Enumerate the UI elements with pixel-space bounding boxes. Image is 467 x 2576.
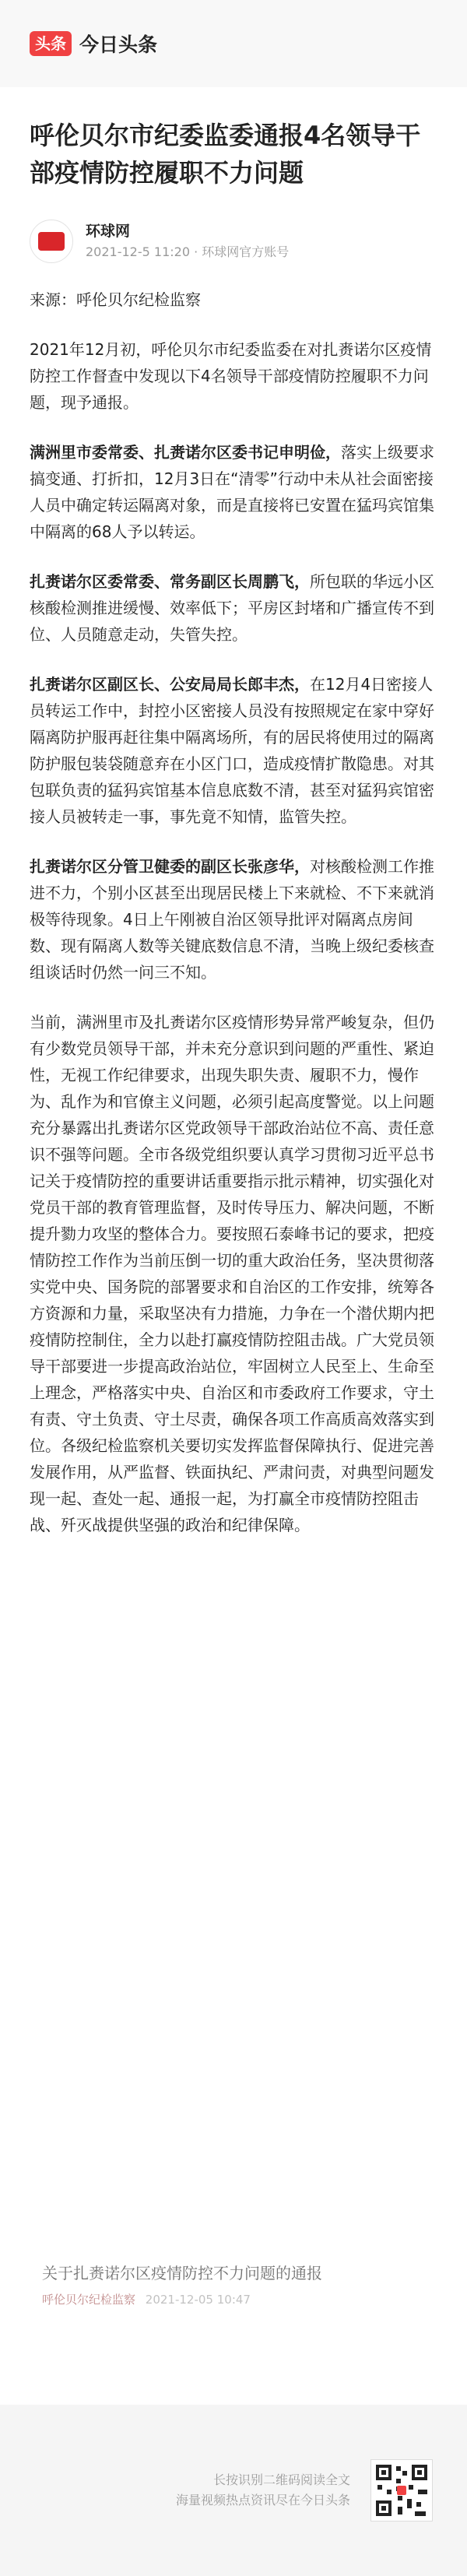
related-article-date: 2021-12-05 10:47	[145, 2293, 251, 2307]
paragraph-lead: 扎赉诺尔区副区长、公安局局长郎丰杰，	[30, 675, 310, 694]
article-title: 呼伦贝尔市纪委监委通报4名领导干部疫情防控履职不力问题	[30, 121, 421, 188]
app-name[interactable]: 今日头条	[79, 33, 158, 56]
paragraph	[30, 286, 437, 313]
qr-code-icon[interactable]	[370, 2459, 433, 2522]
related-article-meta	[42, 2291, 425, 2308]
paragraph-text: 2021年12月初，呼伦贝尔市纪委监委在对扎赉诺尔区疫情防控工作督查中发现以下4名领导干部疫情防控履职不力问题，现予通报。	[30, 340, 432, 412]
footer-line-qr-hint: 长按识别二维码阅读全文	[212, 2472, 350, 2487]
author-name[interactable]: 环球网	[86, 223, 131, 240]
paragraph-lead: 扎赉诺尔区委常委、常务副区长周鹏飞，	[30, 572, 310, 591]
author-row[interactable]	[30, 220, 437, 263]
article	[0, 87, 467, 1538]
paragraph	[30, 1009, 437, 1538]
share-footer	[0, 2405, 467, 2576]
huanqiu-logo-icon	[38, 232, 65, 251]
paragraph-lead: 满洲里市委常委、扎赉诺尔区委书记申明俭，	[30, 443, 341, 462]
paragraph	[30, 336, 437, 416]
paragraph-lead: 扎赉诺尔区分管卫健委的副区长张彦华，	[30, 857, 310, 876]
paragraph	[30, 439, 437, 545]
paragraph-text: 对核酸检测工作推进不力，个别小区甚至出现居民楼上下来就检、不下来就消极等待现象。4日上午刚被自治区领导批评对隔离点房间数、现有隔离人数等关键底数信息不清，当晚上级纪委核查组谈话时仍然一问三不知。	[30, 857, 434, 982]
app-header	[0, 0, 467, 87]
footer-text	[176, 2470, 350, 2511]
toutiao-logo[interactable]: 头条	[30, 31, 72, 56]
footer-line-slogan: 海量视频热点资讯尽在今日头条	[175, 2493, 350, 2507]
paragraph-text: 在12月4日密接人员转运工作中，封控小区密接人员没有按照规定在家中穿好隔离防护服再赶往集中隔离场所，有的居民将使用过的隔离防护服包装袋随意弃在小区门口，造成疫情扩散隐患。对其包联负责的猛犸宾馆基本信息底数不清，甚至对猛犸宾馆密接人员被转走一事，事先竟不知情，监管失控。	[30, 675, 434, 826]
paragraph-text: 落实上级要求搞变通、打折扣，12月3日在“清零”行动中未从社会面密接人员中确定转运隔离对象，而是直接将已安置在猛玛宾馆集中隔离的68人予以转运。	[30, 443, 434, 541]
related-article[interactable]	[42, 2261, 425, 2308]
avatar[interactable]	[30, 220, 73, 263]
paragraph	[30, 853, 437, 986]
related-article-source: 呼伦贝尔纪检监察	[42, 2293, 136, 2307]
related-article-title[interactable]: 关于扎赉诺尔区疫情防控不力问题的通报	[42, 2264, 322, 2283]
article-body	[30, 286, 437, 1538]
paragraph-text: 所包联的华远小区核酸检测推进缓慢、效率低下；平房区封堵和广播宣传不到位、人员随意走动，失管失控。	[30, 572, 434, 644]
author-meta: 2021-12-5 11:20 · 环球网官方账号	[86, 244, 290, 259]
paragraph	[30, 568, 437, 648]
paragraph-text: 来源：呼伦贝尔纪检监察	[30, 290, 201, 309]
paragraph-text: 当前，满洲里市及扎赉诺尔区疫情形势异常严峻复杂，但仍有少数党员领导干部，并未充分意识到问题的严重性、紧迫性，无视工作纪律要求，出现失职失责、履职不力，慢作为、乱作为和官僚主义问题，必须引起高度警觉。以上问题充分暴露出扎赉诺尔区党政领导干部政治站位不高、责任意识不强等问题。全市各级党组织要认真学习贯彻习近平总书记关于疫情防控的重要讲话重要指示批示精神，切实强化对党员干部的教育管理监督，及时传导压力、解决问题，不断提升勠力攻坚的整体合力。要按照石泰峰书记的要求，把疫情防控工作作为当前压倒一切的重大政治任务，坚决贯彻落实党中央、国务院的部署要求和自治区的工作安排，统筹各方资源和力量，采取坚决有力措施，力争在一个潜伏期内把疫情防控制住，全力以赴打赢疫情防控阻击战。广大党员领导干部要进一步提高政治站位，牢固树立人民至上、生命至上理念，严格落实中央、自治区和市委政府工作要求，守土有责、守土负责、守土尽责，确保各项工作高质高效落实到位。各级纪检监察机关要切实发挥监督保障执行、促进完善发展作用，从严监督、铁面执纪、严肃问责，对典型问题发现一起、查处一起、通报一起，为打赢全市疫情防控阻击战、歼灭战提供坚强的政治和纪律保障。	[30, 1013, 434, 1534]
paragraph	[30, 671, 437, 830]
author-info	[86, 221, 289, 262]
